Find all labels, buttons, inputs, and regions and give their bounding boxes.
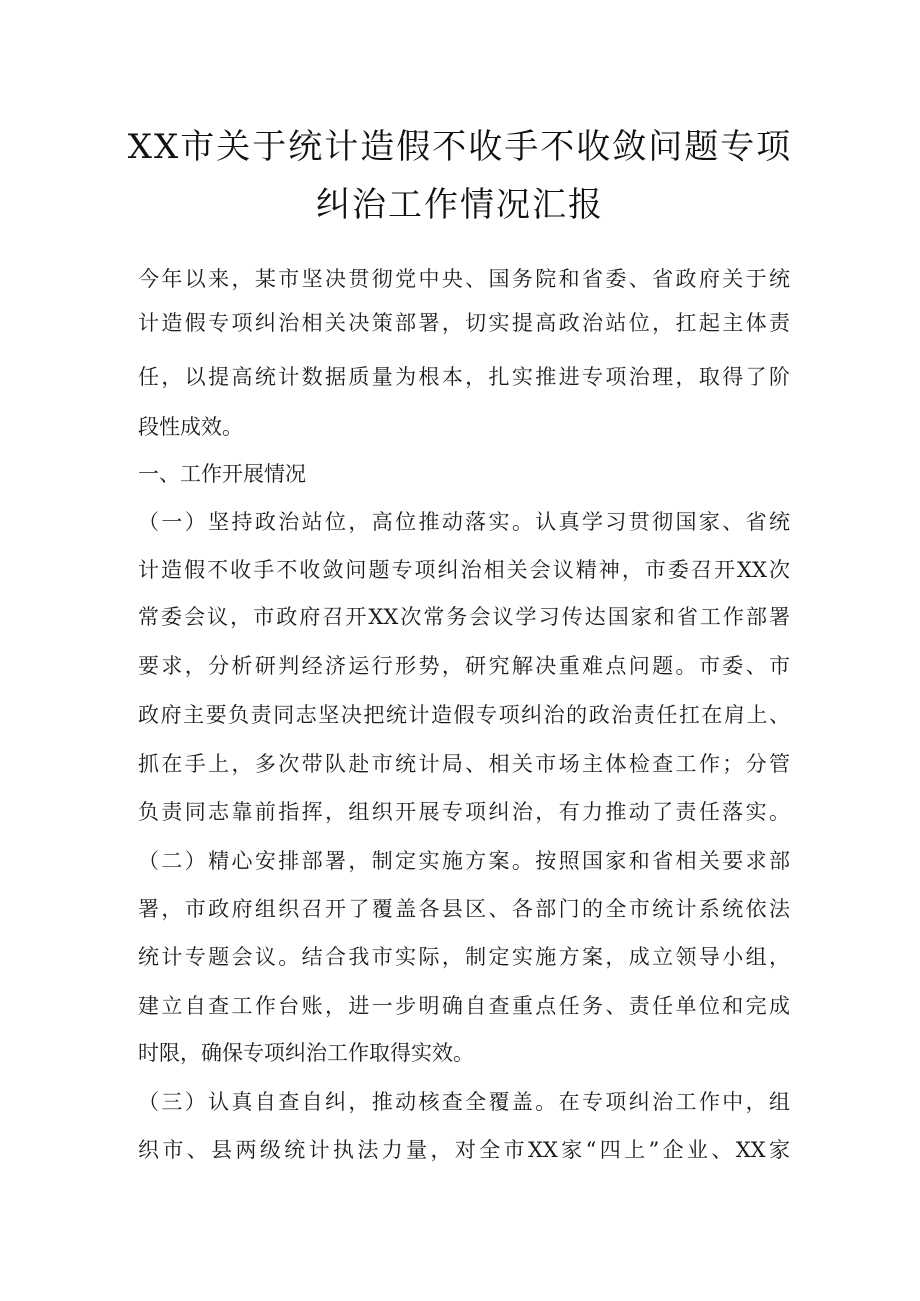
paragraph-line: 常委会议，市政府召开XX次常务会议学习传达国家和省工作部署 — [138, 605, 790, 629]
paragraph-line: 负责同志靠前指挥，组织开展专项纠治，有力推动了责任落实。 — [138, 800, 790, 824]
paragraph-line: 署，市政府组织召开了覆盖各县区、各部门的全市统计系统依法 — [138, 897, 790, 921]
document-title-line-1: XX市关于统计造假不收手不收敛问题专项 — [127, 127, 793, 167]
paragraph-line: 计造假不收手不收敛问题专项纠治相关会议精神，市委召开XX次 — [138, 558, 790, 582]
paragraph-line: 建立自查工作台账，进一步明确自查重点任务、责任单位和完成 — [138, 994, 790, 1018]
paragraph-line: 抓在手上，多次带队赴市统计局、相关市场主体检查工作；分管 — [138, 752, 790, 776]
paragraph-line: （一）坚持政治站位，高位推动落实。认真学习贯彻国家、省统 — [138, 510, 790, 534]
section-heading: 一、工作开展情况 — [138, 462, 306, 486]
document-title-line-2: 纠治工作情况汇报 — [316, 185, 604, 225]
paragraph-line: 要求，分析研判经济运行形势，研究解决重难点问题。市委、市 — [138, 654, 790, 678]
paragraph-line: 时限，确保专项纠治工作取得实效。 — [138, 1041, 474, 1065]
paragraph-line: 段性成效。 — [138, 415, 243, 439]
paragraph-line: （三）认真自查自纠，推动核查全覆盖。在专项纠治工作中，组 — [138, 1090, 790, 1114]
paragraph-line: 政府主要负责同志坚决把统计造假专项纠治的政治责任扛在肩上、 — [138, 703, 790, 727]
paragraph-line: 统计专题会议。结合我市实际，制定实施方案，成立领导小组， — [138, 945, 790, 969]
paragraph-line: 任，以提高统计数据质量为根本，扎实推进专项治理，取得了阶 — [138, 365, 790, 389]
paragraph-line: 织市、县两级统计执法力量，对全市XX家“四上”企业、XX家 — [138, 1138, 790, 1162]
paragraph-line: （二）精心安排部署，制定实施方案。按照国家和省相关要求部 — [138, 849, 790, 873]
paragraph-line: 计造假专项纠治相关决策部署，切实提高政治站位，扛起主体责 — [138, 311, 790, 335]
paragraph-line: 今年以来，某市坚决贯彻党中央、国务院和省委、省政府关于统 — [138, 267, 790, 291]
